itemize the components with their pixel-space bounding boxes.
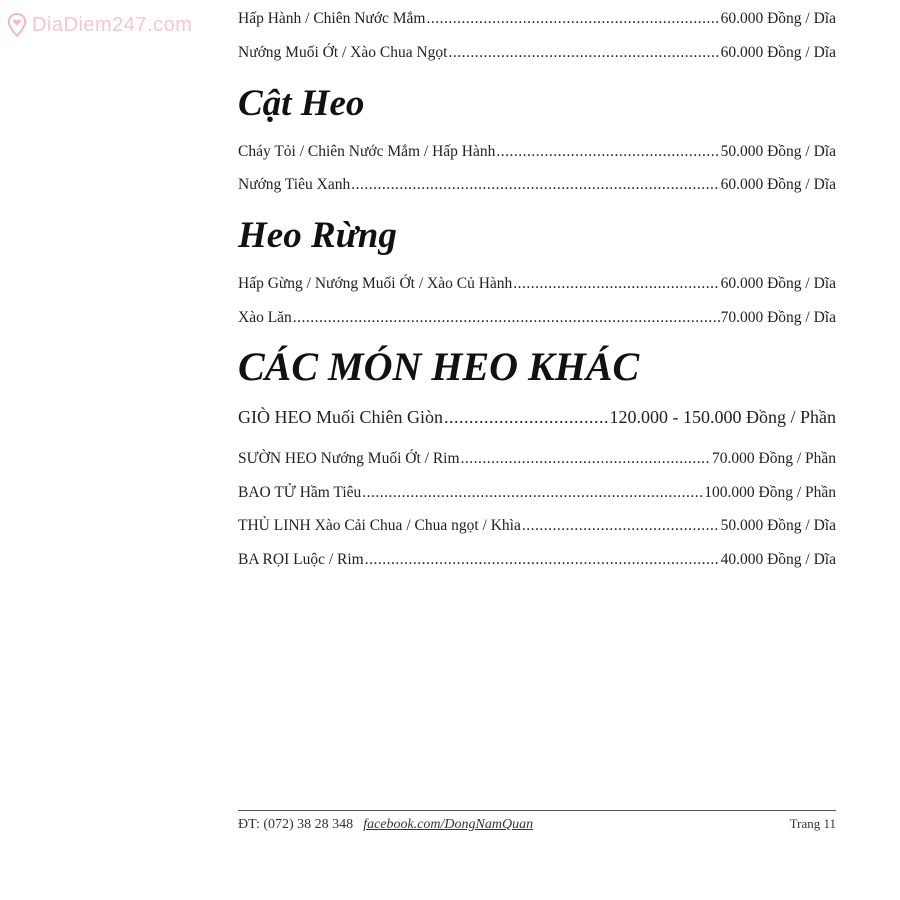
leader-dots: [522, 517, 720, 535]
menu-item: [238, 44, 836, 62]
item-price: 60.000 Đồng / Dĩa: [720, 10, 836, 27]
item-price: 70.000 Đồng / Phần: [712, 450, 836, 467]
leader-dots: [293, 309, 720, 327]
item-price: 100.000 Đồng / Phần: [704, 484, 836, 501]
menu-item: [238, 551, 836, 569]
menu-item: [238, 309, 836, 327]
map-pin-icon: [6, 12, 28, 38]
item-price: 50.000 Đồng / Dĩa: [720, 517, 836, 534]
item-name: Nướng Tiêu Xanh: [238, 176, 351, 193]
menu-item: [238, 275, 836, 293]
leader-dots: [365, 551, 720, 569]
leader-dots: [448, 44, 719, 62]
section-title-cat-heo: Cật Heo: [238, 83, 365, 124]
menu-item: [238, 450, 836, 468]
watermark: [6, 12, 192, 38]
menu-item: [238, 176, 836, 194]
leader-dots: [427, 10, 720, 28]
leader-dots: [444, 407, 609, 428]
item-price: 60.000 Đồng / Dĩa: [720, 44, 836, 61]
item-name: Nướng Muối Ớt / Xào Chua Ngọt: [238, 44, 448, 61]
footer-divider: [238, 810, 836, 811]
leader-dots: [362, 484, 703, 502]
item-name: BAO TỬ Hầm Tiêu: [238, 484, 362, 501]
leader-dots: [351, 176, 719, 194]
item-name: Cháy Tỏi / Chiên Nước Mắm / Hấp Hành: [238, 143, 496, 160]
item-price: 50.000 Đồng / Dĩa: [720, 143, 836, 160]
item-name: BA RỌI Luộc / Rim: [238, 551, 364, 568]
menu-item: [238, 10, 836, 28]
leader-dots: [496, 143, 719, 161]
item-price: 60.000 Đồng / Dĩa: [720, 275, 836, 292]
item-name: Hấp Hành / Chiên Nước Mắm: [238, 10, 426, 27]
menu-item: [238, 407, 836, 428]
leader-dots: [513, 275, 719, 293]
facebook-link[interactable]: facebook.com/DongNamQuan: [363, 817, 534, 832]
item-name: THỦ LINH Xào Cải Chua / Chua ngọt / Khìa: [238, 517, 521, 534]
item-name: Hấp Gừng / Nướng Muối Ớt / Xào Củ Hành: [238, 275, 513, 292]
item-name: SƯỜN HEO Nướng Muối Ớt / Rim: [238, 450, 460, 467]
section-title-heo-rung: Heo Rừng: [238, 215, 397, 256]
item-price: 60.000 Đồng / Dĩa: [720, 176, 836, 193]
item-price: 120.000 - 150.000 Đồng / Phần: [609, 407, 836, 427]
item-name: Xào Lăn: [238, 309, 292, 326]
watermark-text: DiaDiem247.com: [32, 13, 193, 36]
menu-item: [238, 484, 836, 502]
item-price: 70.000 Đồng / Dĩa: [720, 309, 836, 326]
menu-page: [238, 0, 836, 900]
menu-item: [238, 517, 836, 535]
page-footer: [238, 816, 836, 833]
item-price: 40.000 Đồng / Dĩa: [720, 551, 836, 568]
footer-phone: ĐT: (072) 38 28 348: [238, 817, 354, 832]
leader-dots: [461, 450, 711, 468]
menu-item: [238, 143, 836, 161]
item-name: GIÒ HEO Muối Chiên Giòn: [238, 407, 443, 427]
page-number: Trang 11: [789, 816, 836, 831]
section-title-mon-heo-khac: CÁC MÓN HEO KHÁC: [238, 344, 640, 389]
